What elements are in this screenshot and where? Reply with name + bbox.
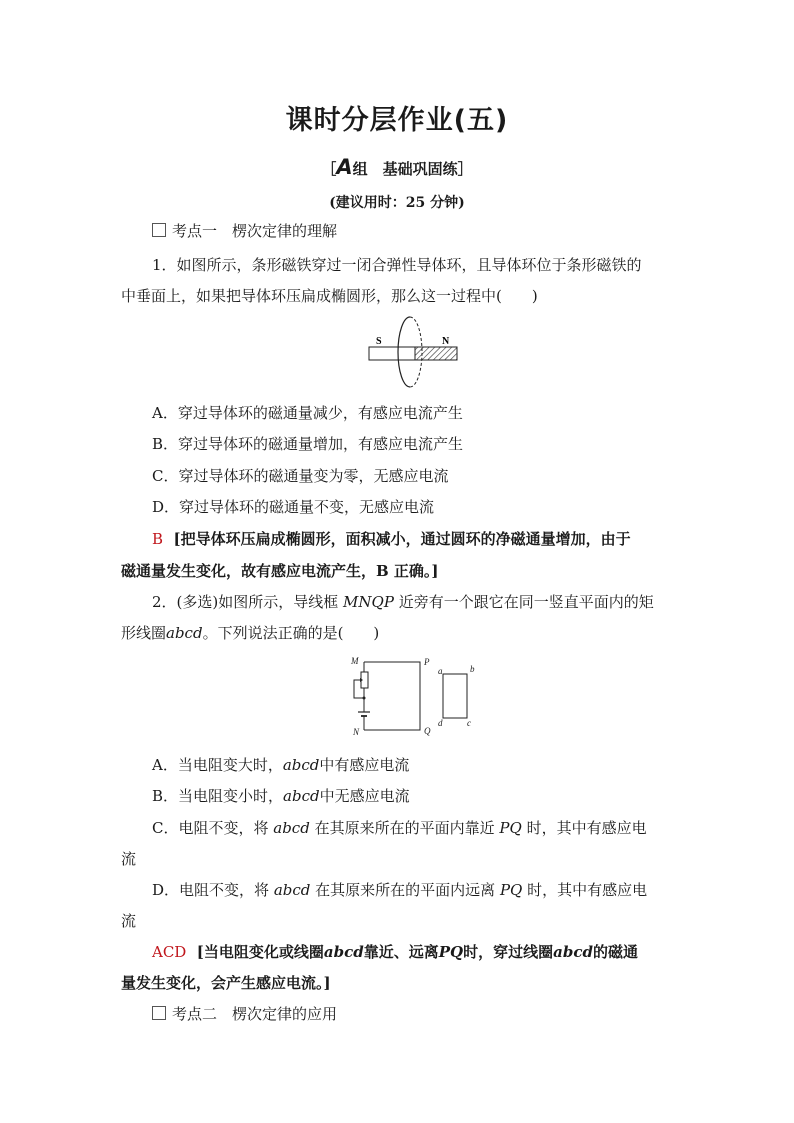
section-heading-1: 考点一 楞次定律的理解 xyxy=(152,221,337,241)
svg-text:N: N xyxy=(353,727,360,737)
q1-option-c: C．穿过导体环的磁通量变为零，无感应电流 xyxy=(152,467,449,485)
svg-text:a: a xyxy=(438,666,443,676)
q2-explanation-line2: 量发生变化，会产生感应电流。] xyxy=(121,974,331,992)
q1-option-b: B．穿过导体环的磁通量增加，有感应电流产生 xyxy=(152,435,464,453)
q1-option-d: D．穿过导体环的磁通量不变，无感应电流 xyxy=(152,498,435,516)
q2-option-d: D．电阻不变，将 abcd 在其原来所在的平面内远离 PQ 时，其中有感应电 xyxy=(152,881,648,899)
q1-figure-magnet-ring xyxy=(360,314,465,390)
suggested-time: (建议用时：25 分钟) xyxy=(329,195,465,211)
section-marker-icon xyxy=(152,1006,166,1020)
page-title: 课时分层作业(五) xyxy=(285,105,509,136)
magnet-n-half xyxy=(415,347,457,360)
group-letter: A xyxy=(336,155,353,179)
fig-label-s: S xyxy=(376,336,382,347)
q2-explanation-line1: ACD [当电阻变化或线圈abcd靠近、远离PQ时，穿过线圈abcd的磁通 xyxy=(152,943,638,961)
q1-explanation-line2: 磁通量发生变化，故有感应电流产生，B 正确。] xyxy=(121,562,439,580)
svg-text:M: M xyxy=(351,656,359,666)
q2-answer: ACD xyxy=(152,943,187,961)
q2-option-d-cont: 流 xyxy=(121,912,137,930)
q2-option-c: C．电阻不变，将 abcd 在其原来所在的平面内靠近 PQ 时，其中有感应电 xyxy=(152,819,647,837)
q2-option-c-cont: 流 xyxy=(121,850,137,868)
svg-text:Q: Q xyxy=(424,726,431,736)
svg-text:P: P xyxy=(424,657,430,667)
section-marker-icon xyxy=(152,223,166,237)
q1-stem-line2: 中垂面上，如果把导体环压扁成椭圆形，那么这一过程中( ) xyxy=(121,287,538,305)
q1-answer: B xyxy=(152,530,164,548)
svg-text:d: d xyxy=(438,718,443,728)
q2-figure-circuit xyxy=(346,654,478,740)
fig-label-n: N xyxy=(442,336,450,347)
group-bracket-open: ［ xyxy=(321,160,337,178)
svg-text:c: c xyxy=(467,718,471,728)
magnet-s-half xyxy=(369,347,415,360)
q2-option-b: B．当电阻变小时，abcd中无感应电流 xyxy=(152,787,410,805)
q2-option-a: A．当电阻变大时，abcd中有感应电流 xyxy=(152,756,410,774)
section-heading-2: 考点二 楞次定律的应用 xyxy=(152,1004,337,1024)
svg-text:b: b xyxy=(470,664,475,674)
group-label: 组 基础巩固练 xyxy=(352,160,458,178)
q2-stem-line1: 2．(多选)如图所示，导线框 MNQP 近旁有一个跟它在同一竖直平面内的矩 xyxy=(152,593,654,611)
q2-stem-line2: 形线圈abcd。下列说法正确的是( ) xyxy=(121,624,380,642)
coil-abcd xyxy=(443,674,467,718)
group-bracket-close: ］ xyxy=(457,160,473,178)
q1-option-a: A．穿过导体环的磁通量减少，有感应电流产生 xyxy=(152,404,463,422)
q1-stem-line1: 1．如图所示，条形磁铁穿过一闭合弹性导体环，且导体环位于条形磁铁的 xyxy=(152,256,642,274)
q1-explanation-line1: B [把导体环压扁成椭圆形，面积减小，通过圆环的净磁通量增加，由于 xyxy=(152,530,631,548)
frame-mpqn xyxy=(364,662,420,730)
group-heading xyxy=(0,155,794,179)
